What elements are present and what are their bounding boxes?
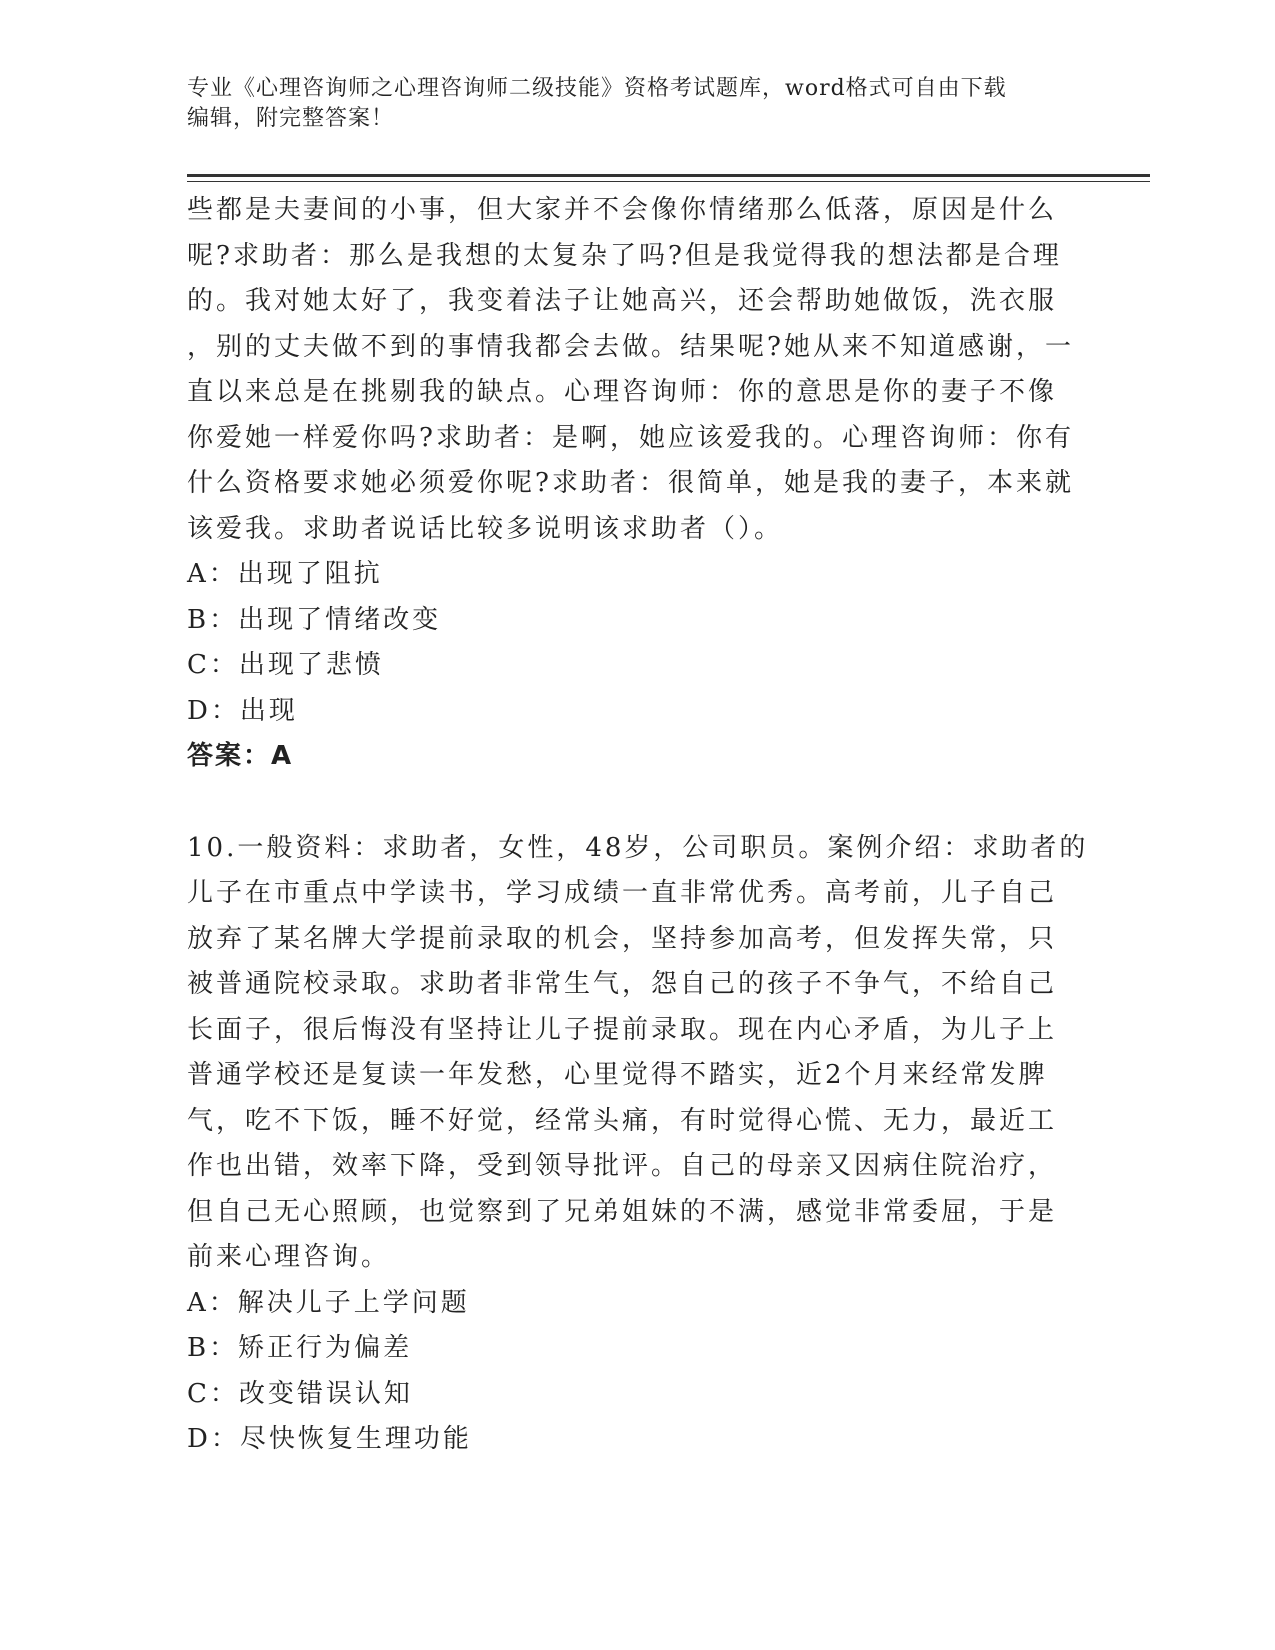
question-10-stem-line: 作也出错，效率下降，受到领导批评。自己的母亲又因病住院治疗， [187, 1151, 1058, 1181]
question-10-stem-line: 气，吃不下饭，睡不好觉，经常头痛，有时觉得心慌、无力，最近工 [187, 1105, 1058, 1136]
header-divider-thin [187, 181, 1150, 182]
question-9-stem-line: ，别的丈夫做不到的事情我都会去做。结果呢?她从来不知道感谢，一 [187, 331, 1074, 362]
question-10-option-d: D：尽快恢复生理功能 [187, 1424, 472, 1454]
header-divider-thick [187, 174, 1150, 177]
question-10-stem-line: 10.一般资料：求助者，女性，48岁，公司职员。案例介绍：求助者的 [187, 832, 1089, 863]
question-9-stem-line: 你爱她一样爱你吗?求助者：是啊，她应该爱我的。心理咨询师：你有 [187, 422, 1074, 453]
question-9-stem-line: 些都是夫妻间的小事，但大家并不会像你情绪那么低落，原因是什么 [187, 195, 1058, 225]
question-10 [187, 826, 1087, 1463]
question-10-stem-line: 但自己无心照顾，也觉察到了兄弟姐妹的不满，感觉非常委屈，于是 [187, 1196, 1058, 1227]
question-9-option-a: A：出现了阻抗 [187, 559, 383, 589]
question-10-stem-line: 长面子，很后悔没有坚持让儿子提前录取。现在内心矛盾，为儿子上 [187, 1014, 1058, 1045]
question-9-option-b: B：出现了情绪改变 [187, 604, 442, 635]
question-9-option-c: C：出现了悲愤 [187, 650, 384, 680]
question-10-stem-line: 普通学校还是复读一年发愁，心里觉得不踏实，近2个月来经常发脾 [187, 1060, 1048, 1090]
question-9-answer: 答案：A [187, 741, 294, 771]
question-9-stem-line: 呢?求助者：那么是我想的太复杂了吗?但是我觉得我的想法都是合理 [187, 240, 1062, 271]
header-line-1: 专业《心理咨询师之心理咨询师二级技能》资格考试题库，word格式可自由下载 [187, 76, 1007, 101]
question-10-option-c: C：改变错误认知 [187, 1378, 413, 1409]
question-9-stem-line: 的。我对她太好了，我变着法子让她高兴，还会帮助她做饭，洗衣服 [187, 286, 1058, 316]
question-10-option-a: A：解决儿子上学问题 [187, 1287, 470, 1318]
document-header [187, 74, 1067, 134]
question-9-stem-line: 直以来总是在挑剔我的缺点。心理咨询师：你的意思是你的妻子不像 [187, 377, 1058, 407]
question-9 [187, 188, 1087, 780]
question-9-stem-line: 什么资格要求她必须爱你呢?求助者：很简单，她是我的妻子，本来就 [187, 468, 1074, 498]
question-10-stem-line: 前来心理咨询。 [187, 1242, 391, 1272]
question-10-stem-line: 被普通院校录取。求助者非常生气，怨自己的孩子不争气，不给自己 [187, 969, 1058, 999]
question-9-option-d: D：出现 [187, 695, 298, 726]
question-spacer [187, 780, 1087, 826]
question-10-option-b: B：矫正行为偏差 [187, 1333, 413, 1363]
question-10-stem-line: 放弃了某名牌大学提前录取的机会，坚持参加高考，但发挥失常，只 [187, 923, 1058, 954]
header-line-2: 编辑，附完整答案！ [187, 106, 395, 131]
document-body [187, 188, 1087, 1463]
question-10-stem-line: 儿子在市重点中学读书，学习成绩一直非常优秀。高考前，儿子自己 [187, 878, 1058, 908]
question-9-stem-line: 该爱我。求助者说话比较多说明该求助者（）。 [187, 513, 784, 544]
